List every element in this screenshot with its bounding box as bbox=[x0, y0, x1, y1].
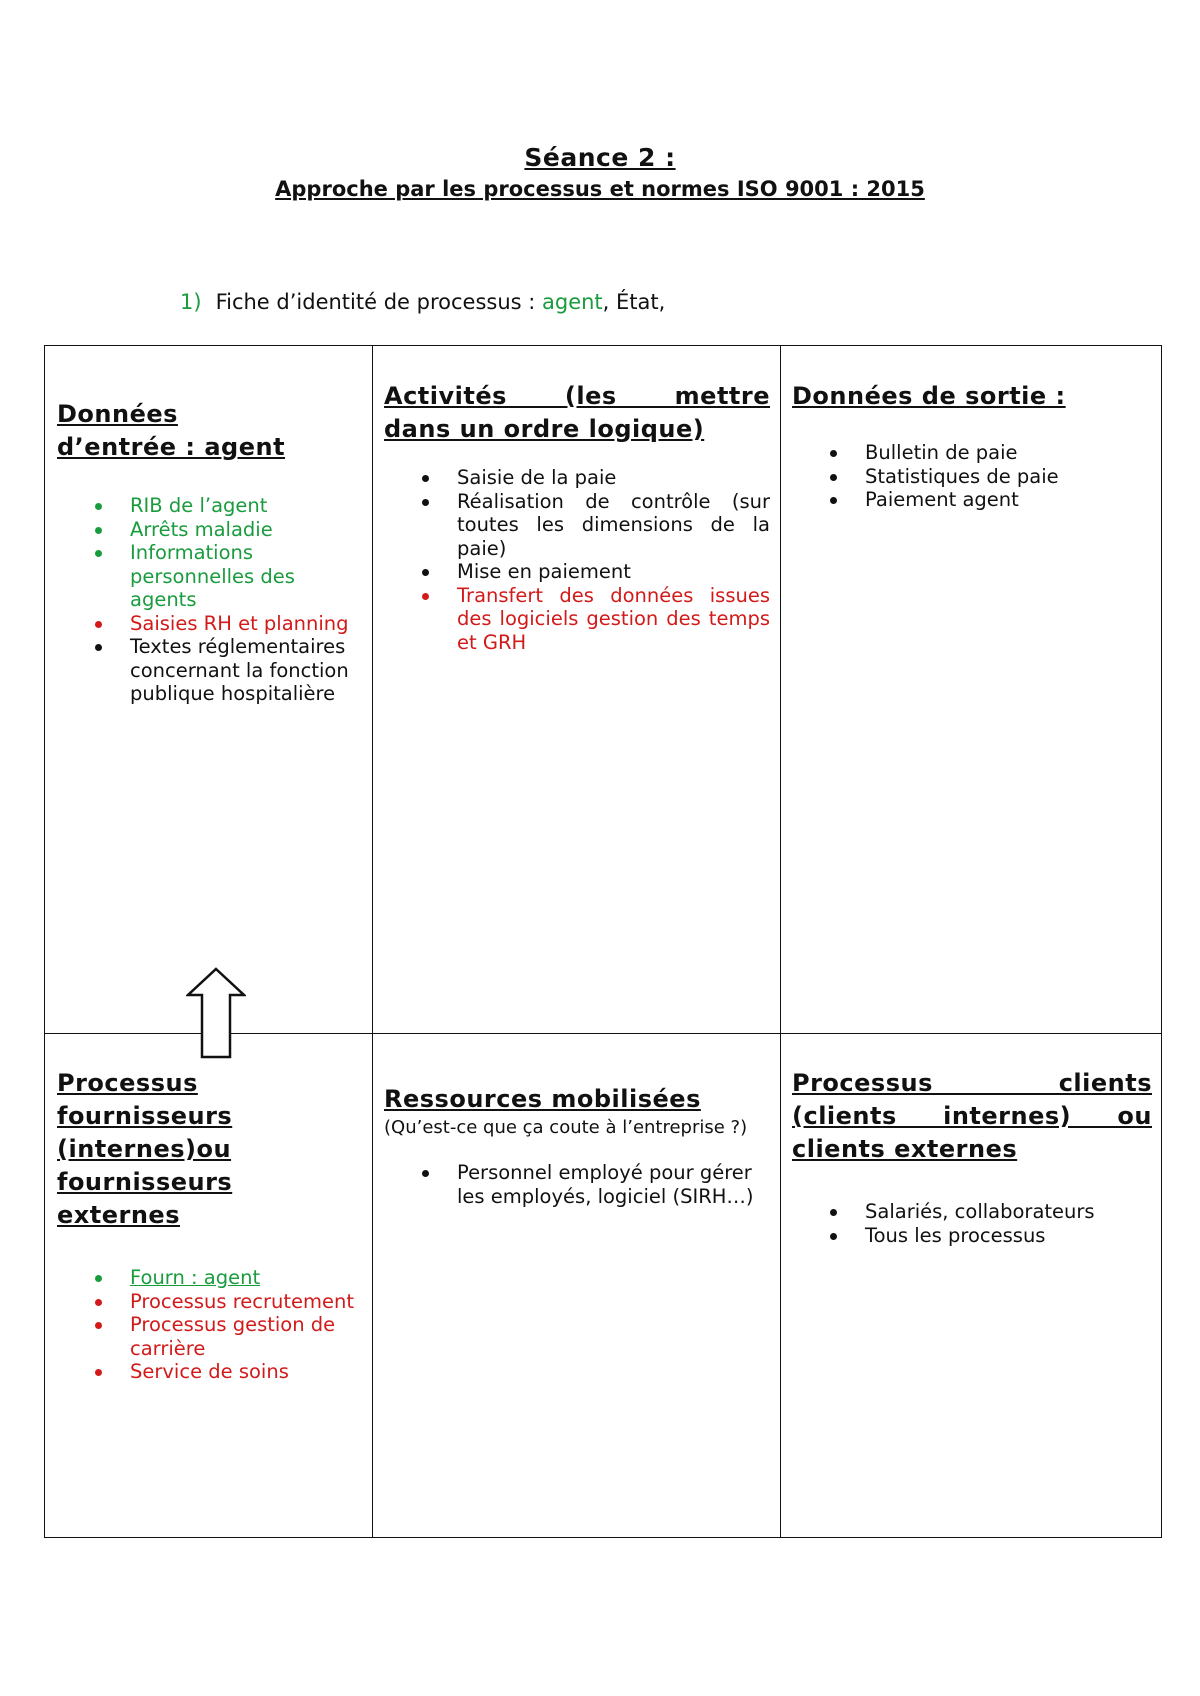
cell-activities bbox=[384, 380, 770, 654]
list-item: Transfert des données issues des logiciels gestion des temps et GRH bbox=[384, 584, 770, 655]
up-arrow-icon bbox=[186, 967, 246, 1059]
list-item: Processus gestion de carrière bbox=[57, 1313, 362, 1360]
activities-list bbox=[384, 466, 770, 654]
clients-list bbox=[792, 1200, 1152, 1247]
list-item: Personnel employé pour gérer les employés, logiciel (SIRH…) bbox=[384, 1161, 770, 1208]
activities-heading: Activités (les mettre dans un ordre logique) bbox=[384, 382, 770, 443]
document-header bbox=[0, 140, 1200, 202]
list-item: Saisies RH et planning bbox=[57, 612, 362, 636]
cell-resources bbox=[384, 1083, 770, 1208]
list-item: Mise en paiement bbox=[384, 560, 770, 584]
inputs-list bbox=[57, 494, 362, 706]
list-item: Réalisation de contrôle (sur toutes les dimensions de la paie) bbox=[384, 490, 770, 561]
cell-inputs bbox=[57, 398, 362, 706]
list-item: Bulletin de paie bbox=[792, 441, 1152, 465]
section-heading bbox=[180, 290, 665, 314]
list-item: Processus recrutement bbox=[57, 1290, 362, 1314]
resources-list bbox=[384, 1161, 770, 1208]
list-item: Paiement agent bbox=[792, 488, 1152, 512]
resources-note: (Qu’est-ce que ça coute à l’entreprise ?) bbox=[384, 1117, 748, 1138]
list-item: Fourn : agent bbox=[57, 1266, 362, 1290]
section-highlight: agent bbox=[542, 290, 603, 314]
section-number: 1) bbox=[180, 290, 202, 314]
column-divider bbox=[780, 346, 781, 1537]
list-item: Statistiques de paie bbox=[792, 465, 1152, 489]
page-title: Séance 2 : bbox=[524, 143, 676, 172]
list-item: Service de soins bbox=[57, 1360, 362, 1384]
cell-clients bbox=[792, 1067, 1152, 1247]
process-identity-table bbox=[44, 345, 1162, 1538]
outputs-heading: Données de sortie : bbox=[792, 382, 1066, 410]
list-item: Saisie de la paie bbox=[384, 466, 770, 490]
column-divider bbox=[372, 346, 373, 1537]
list-item: Salariés, collaborateurs bbox=[792, 1200, 1152, 1224]
list-item: Textes réglementaires concernant la fonction publique hospitalière bbox=[57, 635, 362, 706]
inputs-heading: Données d’entrée : agent bbox=[57, 400, 286, 461]
list-item: Tous les processus bbox=[792, 1224, 1152, 1248]
suppliers-heading: Processus fournisseurs (internes)ou fournisseurs externes bbox=[57, 1069, 233, 1229]
clients-heading: Processus clients (clients internes) ou clients externes bbox=[792, 1069, 1152, 1163]
list-item: Arrêts maladie bbox=[57, 518, 362, 542]
cell-suppliers bbox=[57, 1067, 362, 1384]
section-text: Fiche d’identité de processus : bbox=[215, 290, 542, 314]
list-item: RIB de l’agent bbox=[57, 494, 362, 518]
suppliers-list bbox=[57, 1266, 362, 1384]
list-item: Informations personnelles des agents bbox=[57, 541, 362, 612]
outputs-list bbox=[792, 441, 1152, 512]
cell-outputs bbox=[792, 380, 1152, 512]
resources-heading: Ressources mobilisées bbox=[384, 1085, 701, 1113]
page-subtitle: Approche par les processus et normes ISO 9001 : 2015 bbox=[275, 177, 925, 201]
section-text-end: , État, bbox=[602, 290, 666, 314]
